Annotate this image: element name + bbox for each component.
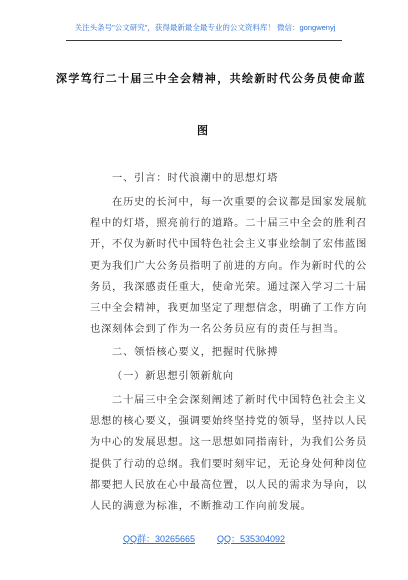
- body-line: 思想的核心要义，强调要始终坚持党的领导，坚持以人民: [90, 416, 368, 427]
- body-line: 三中全会精神，我更加坚定了理想信念，明确了工作方向: [90, 303, 368, 314]
- body-line: 二十届三中全会深刻阐述了新时代中国特色社会主义: [112, 395, 368, 406]
- body-line: 更为我们广大公务员指明了前进的方向。作为新时代的公: [90, 261, 368, 272]
- section-heading-core: 二、领悟核心要义，把握时代脉搏: [112, 347, 279, 358]
- page-header: 关注头条号"公文研究"，获得最新最全最专业的公文资料库！ 微信：gongwenyj: [74, 23, 336, 32]
- body-line: 在历史的长河中，每一次重要的会议都是国家发展航: [112, 197, 368, 208]
- body-line: 也深刻体会到了作为一名公务员应有的责任与担当。: [90, 324, 346, 335]
- body-line: 为中心的发展思想。这一思想如同指南针，为我们公务员: [90, 437, 368, 448]
- header-divider: [66, 40, 342, 41]
- document-title: 深学笃行二十届三中全会精神，共绘新时代公务员使命蓝: [56, 72, 366, 85]
- footer-qq-group: QQ群：30265665: [122, 534, 195, 544]
- section-heading-intro: 一、引言：时代浪潮中的思想灯塔: [112, 173, 279, 184]
- body-line: 务员，我深感责任重大，使命光荣。通过深入学习二十届: [90, 282, 368, 293]
- body-line: 都要把人民放在心中最高位置，以人民的需求为导向，以: [90, 480, 368, 491]
- document-title-continued: 图: [197, 124, 208, 137]
- body-line: 提供了行动的总纲。我们要时刻牢记，无论身处何种岗位: [90, 459, 368, 470]
- body-line: 人民的满意为标准，不断推动工作向前发展。: [90, 501, 312, 512]
- footer-qq-contact: QQ：535304092: [216, 534, 286, 544]
- subsection-heading: （一）新思想引领新航向: [112, 371, 234, 382]
- page-footer: [0, 532, 408, 545]
- body-line: 开，不仅为新时代中国特色社会主义事业绘制了宏伟蓝图: [90, 239, 368, 250]
- body-line: 程中的灯塔，照亮前行的道路。二十届三中全会的胜利召: [90, 218, 368, 229]
